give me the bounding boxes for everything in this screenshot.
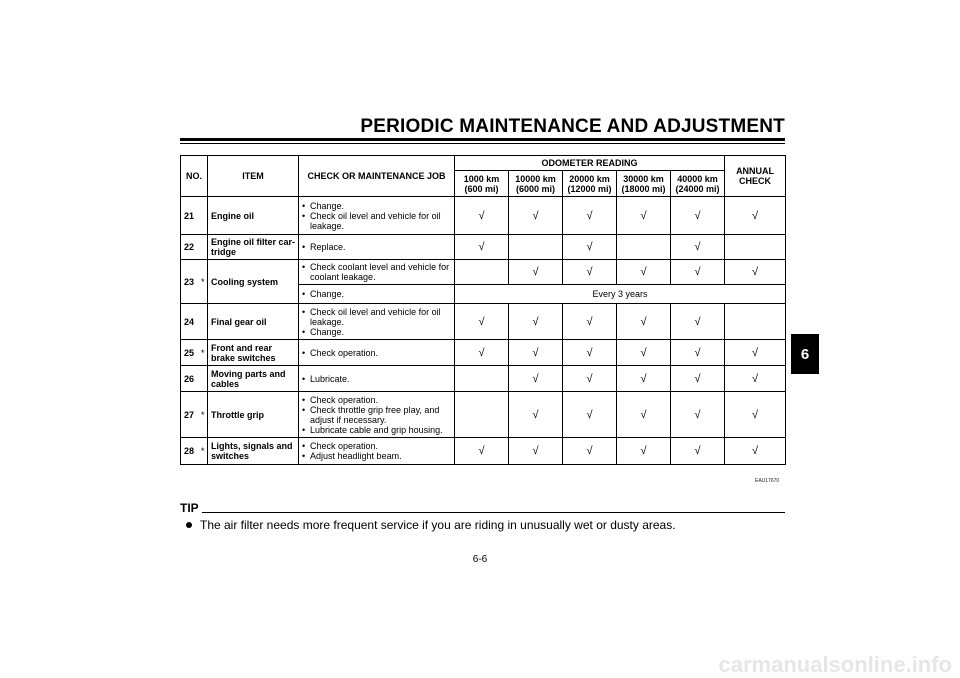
job-item: • Check oil level and vehicle for oil leakage.	[302, 307, 451, 327]
watermark: carmanualsonline.info	[718, 652, 952, 677]
check-mark: √	[671, 197, 725, 235]
job-item: • Check coolant level and vehicle for coolant leakage.	[302, 262, 451, 282]
row-jobs	[299, 235, 455, 260]
row-item: Front and rear brake switches	[208, 340, 299, 366]
check-mark: √	[509, 366, 563, 392]
check-mark: √	[455, 235, 509, 260]
check-mark: √	[563, 197, 617, 235]
row-number: 23	[181, 260, 199, 304]
interval-header: 10000 km (6000 mi)	[509, 171, 563, 197]
check-mark: √	[725, 438, 786, 465]
row-star	[199, 235, 208, 260]
job-item: • Check operation.	[302, 441, 451, 451]
header-annual: ANNUAL CHECK	[725, 156, 786, 197]
check-mark: √	[725, 392, 786, 438]
tip-label: TIP	[180, 501, 199, 515]
check-mark	[455, 260, 509, 285]
check-mark: √	[509, 197, 563, 235]
table-row	[181, 438, 786, 465]
interval-note: Every 3 years	[455, 285, 786, 304]
job-item: • Lubricate cable and grip housing.	[302, 425, 451, 435]
check-mark: √	[563, 340, 617, 366]
check-mark: √	[671, 235, 725, 260]
check-mark	[455, 392, 509, 438]
row-number: 24	[181, 304, 199, 340]
job-item: • Check throttle grip free play, and adjust if necessary.	[302, 405, 451, 425]
row-item: Final gear oil	[208, 304, 299, 340]
chapter-tab[interactable]: 6	[791, 334, 819, 374]
check-mark: √	[617, 260, 671, 285]
bullet-icon	[186, 522, 192, 528]
check-mark: √	[509, 340, 563, 366]
check-mark: √	[563, 260, 617, 285]
row-jobs	[299, 392, 455, 438]
check-mark: √	[509, 304, 563, 340]
table-row	[181, 366, 786, 392]
check-mark: √	[671, 304, 725, 340]
header-no: NO.	[181, 156, 208, 197]
row-number: 21	[181, 197, 199, 235]
tip-text: The air filter needs more frequent service if you are riding in unusually wet or dusty areas.	[200, 518, 676, 532]
check-mark: √	[455, 438, 509, 465]
row-item: Cooling system	[208, 260, 299, 304]
job-item: • Replace.	[302, 242, 451, 252]
job-item: • Adjust headlight beam.	[302, 451, 451, 461]
check-mark: √	[617, 340, 671, 366]
row-jobs	[299, 260, 455, 285]
maintenance-table	[180, 155, 786, 465]
interval-header: 20000 km (12000 mi)	[563, 171, 617, 197]
table-row	[181, 260, 786, 285]
row-item: Lights, signals and switches	[208, 438, 299, 465]
check-mark: √	[725, 366, 786, 392]
check-mark: √	[617, 392, 671, 438]
row-item: Throttle grip	[208, 392, 299, 438]
row-jobs	[299, 197, 455, 235]
check-mark: √	[455, 304, 509, 340]
table-row	[181, 340, 786, 366]
check-mark: √	[671, 438, 725, 465]
tip-rule	[202, 512, 785, 513]
header-odometer: ODOMETER READING	[455, 156, 725, 171]
row-number: 22	[181, 235, 199, 260]
check-mark: √	[455, 340, 509, 366]
check-mark	[455, 366, 509, 392]
check-mark	[617, 235, 671, 260]
row-item: Engine oil filter car-tridge	[208, 235, 299, 260]
check-mark: √	[617, 304, 671, 340]
interval-header: 30000 km (18000 mi)	[617, 171, 671, 197]
page-title: PERIODIC MAINTENANCE AND ADJUSTMENT	[360, 116, 785, 137]
check-mark: √	[671, 340, 725, 366]
header-job: CHECK OR MAINTENANCE JOB	[299, 156, 455, 197]
reference-code: EAU17670	[755, 478, 780, 484]
check-mark	[725, 235, 786, 260]
row-star	[199, 197, 208, 235]
row-star: *	[199, 260, 208, 304]
row-item: Moving parts and cables	[208, 366, 299, 392]
row-jobs	[299, 304, 455, 340]
row-number: 28	[181, 438, 199, 465]
row-star: *	[199, 392, 208, 438]
row-star	[199, 304, 208, 340]
job-item: • Change.	[302, 327, 451, 337]
check-mark: √	[509, 438, 563, 465]
row-jobs	[299, 340, 455, 366]
check-mark: √	[509, 392, 563, 438]
job-item: • Check oil level and vehicle for oil leakage.	[302, 211, 451, 231]
tip-text-line	[186, 518, 676, 532]
check-mark: √	[455, 197, 509, 235]
interval-header: 1000 km (600 mi)	[455, 171, 509, 197]
check-mark: √	[671, 260, 725, 285]
check-mark: √	[617, 366, 671, 392]
header-item: ITEM	[208, 156, 299, 197]
check-mark: √	[617, 438, 671, 465]
row-star: *	[199, 438, 208, 465]
check-mark: √	[563, 392, 617, 438]
title-rule	[180, 138, 785, 141]
job-item: • Lubricate.	[302, 374, 451, 384]
check-mark: √	[563, 235, 617, 260]
table-row	[181, 197, 786, 235]
check-mark: √	[725, 340, 786, 366]
job-item: • Change.	[302, 289, 451, 299]
row-jobs	[299, 366, 455, 392]
check-mark: √	[563, 438, 617, 465]
row-number: 26	[181, 366, 199, 392]
row-item: Engine oil	[208, 197, 299, 235]
row-number: 25	[181, 340, 199, 366]
check-mark: √	[671, 366, 725, 392]
check-mark: √	[725, 197, 786, 235]
table-row	[181, 392, 786, 438]
row-star: *	[199, 340, 208, 366]
job-item: • Check operation.	[302, 348, 451, 358]
check-mark: √	[617, 197, 671, 235]
interval-header: 40000 km (24000 mi)	[671, 171, 725, 197]
table-row	[181, 304, 786, 340]
check-mark: √	[725, 260, 786, 285]
row-number: 27	[181, 392, 199, 438]
row-jobs	[299, 285, 455, 304]
page-number: 6-6	[472, 554, 488, 565]
check-mark	[509, 235, 563, 260]
job-item: • Change.	[302, 201, 451, 211]
check-mark: √	[563, 366, 617, 392]
job-item: • Check operation.	[302, 395, 451, 405]
check-mark: √	[671, 392, 725, 438]
title-rule-thin	[180, 143, 785, 144]
check-mark: √	[509, 260, 563, 285]
row-jobs	[299, 438, 455, 465]
check-mark	[725, 304, 786, 340]
row-star	[199, 366, 208, 392]
table-row	[181, 235, 786, 260]
check-mark: √	[563, 304, 617, 340]
